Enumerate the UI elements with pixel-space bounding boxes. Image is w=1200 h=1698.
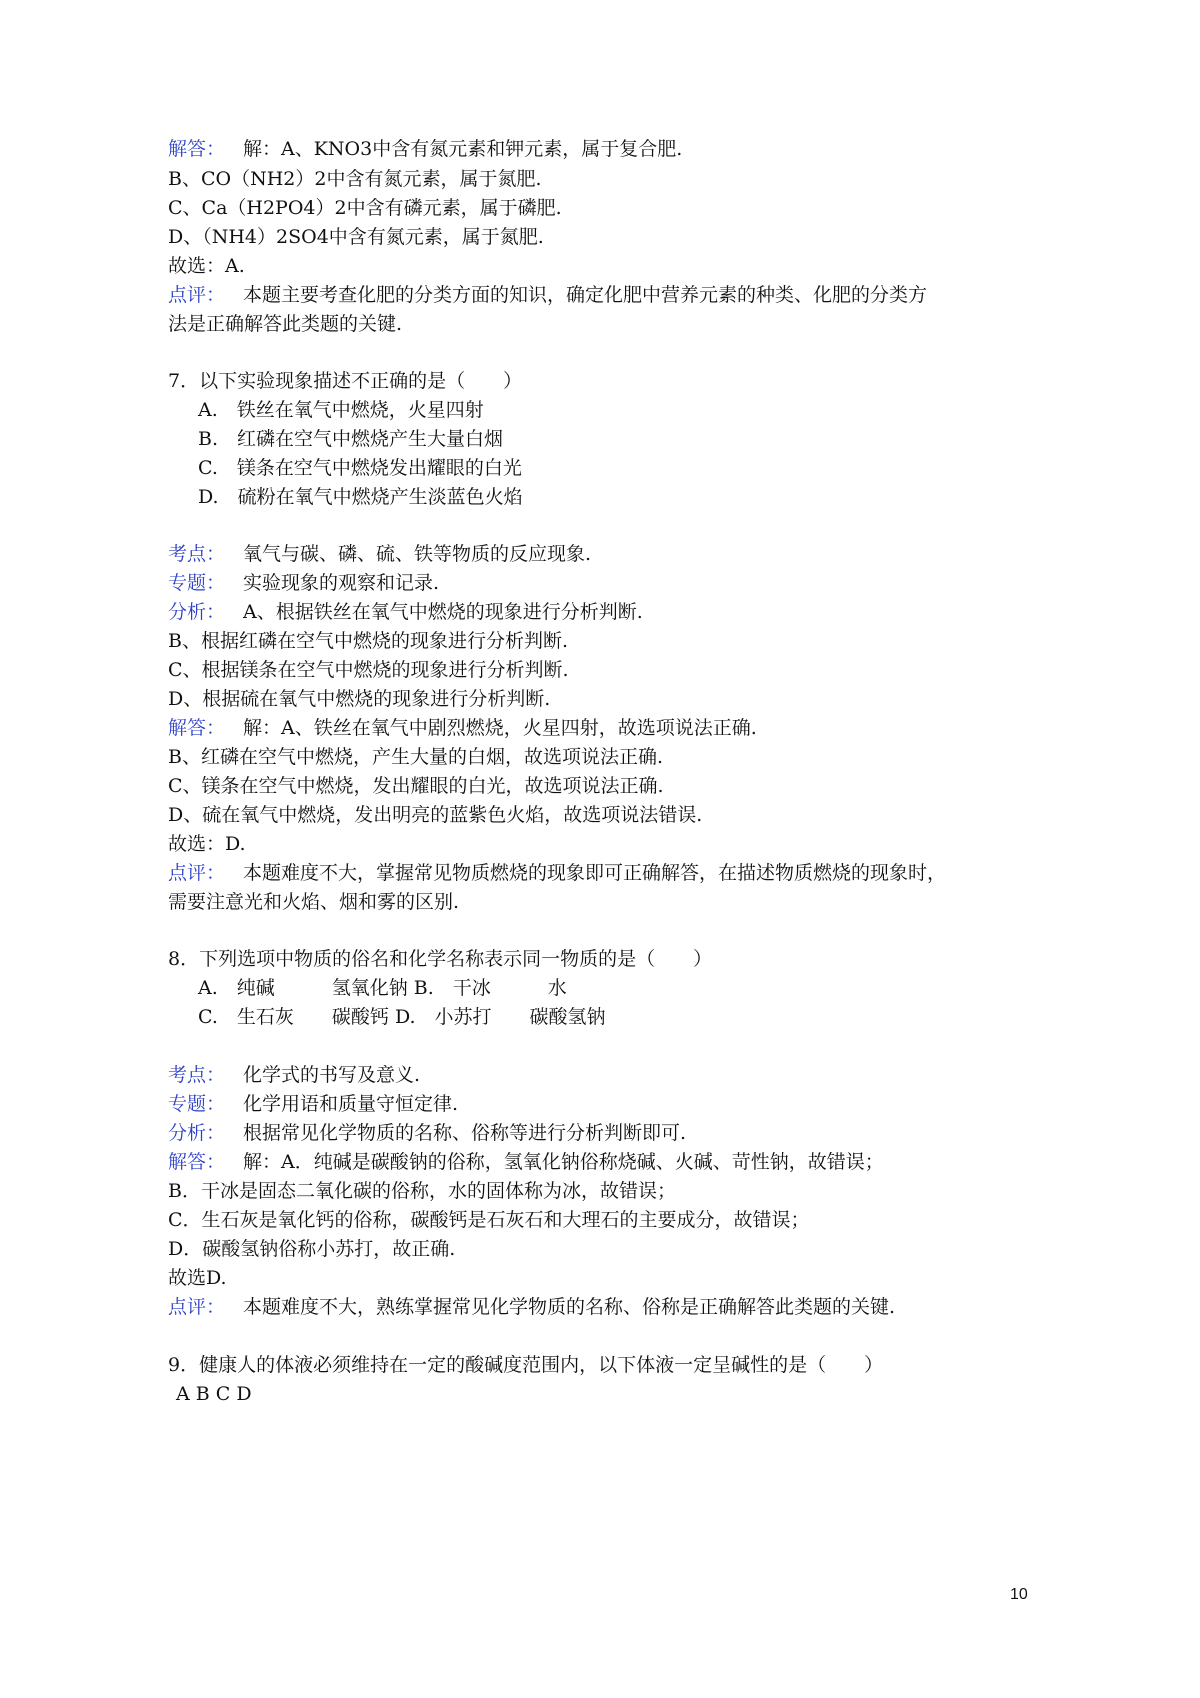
question-option: C. 镁条在空气中燃烧发出耀眼的白光	[198, 457, 522, 479]
fenxi-line: C、根据镁条在空气中燃烧的现象进行分析判断.	[168, 659, 569, 681]
kaodian-label: 考点：	[168, 1064, 226, 1086]
jieda-line: C、镁条在空气中燃烧，发出耀眼的白光，故选项说法正确.	[168, 775, 664, 797]
kaodian-line	[168, 542, 591, 566]
comment-line	[168, 861, 946, 885]
question-option: A. 纯碱 氢氧化钠 B. 干冰 水	[198, 977, 567, 999]
kaodian-line	[168, 1063, 420, 1087]
fenxi-text: 根据常见化学物质的名称、俗称等进行分析判断即可.	[243, 1122, 687, 1144]
answer-line: C、Ca（H2PO4）2中含有磷元素，属于磷肥.	[168, 197, 562, 219]
fenxi-line	[168, 1121, 686, 1145]
question-stem: 8．下列选项中物质的俗名和化学名称表示同一物质的是（ ）	[168, 948, 713, 970]
comment-label: 点评：	[168, 284, 226, 306]
jieda-text: 解：A、铁丝在氧气中剧烈燃烧，火星四射，故选项说法正确.	[243, 717, 757, 739]
comment-line	[168, 1295, 895, 1319]
fenxi-line: D、根据硫在氧气中燃烧的现象进行分析判断.	[168, 688, 551, 710]
jieda-line: B．干冰是固态二氧化碳的俗称，水的固体称为冰，故错误；	[168, 1180, 676, 1202]
choice-line: 故选：A.	[168, 255, 245, 277]
comment-line: 需要注意光和火焰、烟和雾的区别.	[168, 891, 460, 913]
comment-text: 本题难度不大，熟练掌握常见化学物质的名称、俗称是正确解答此类题的关键.	[243, 1296, 896, 1318]
jieda-line	[168, 1150, 884, 1174]
fenxi-text: A、根据铁丝在氧气中燃烧的现象进行分析判断.	[243, 601, 643, 623]
question-option: B. 红磷在空气中燃烧产生大量白烟	[198, 428, 504, 450]
question-option: A B C D	[176, 1383, 252, 1405]
kaodian-text: 化学式的书写及意义.	[243, 1064, 421, 1086]
fenxi-label: 分析：	[168, 1122, 226, 1144]
jieda-line: D、硫在氧气中燃烧，发出明亮的蓝紫色火焰，故选项说法错误.	[168, 804, 703, 826]
page-number: 10	[1010, 1586, 1028, 1603]
jieda-line: B、红磷在空气中燃烧，产生大量的白烟，故选项说法正确.	[168, 746, 664, 768]
comment-line	[168, 283, 927, 307]
jieda-line: C．生石灰是氧化钙的俗称，碳酸钙是石灰石和大理石的主要成分，故错误；	[168, 1209, 810, 1231]
zhuanti-line	[168, 571, 439, 595]
question-stem: 7．以下实验现象描述不正确的是（ ）	[168, 370, 523, 392]
choice-line: 故选：D.	[168, 833, 246, 855]
comment-text: 本题难度不大，掌握常见物质燃烧的现象即可正确解答，在描述物质燃烧的现象时，	[243, 862, 947, 884]
zhuanti-label: 专题：	[168, 572, 226, 594]
comment-text: 本题主要考查化肥的分类方面的知识，确定化肥中营养元素的种类、化肥的分类方	[243, 284, 928, 306]
jieda-line: D．碳酸氢钠俗称小苏打，故正确.	[168, 1238, 456, 1260]
comment-label: 点评：	[168, 862, 226, 884]
question-stem: 9．健康人的体液必须维持在一定的酸碱度范围内，以下体液一定呈碱性的是（ ）	[168, 1354, 884, 1376]
fenxi-label: 分析：	[168, 601, 226, 623]
fenxi-line: B、根据红磷在空气中燃烧的现象进行分析判断.	[168, 630, 569, 652]
comment-label: 点评：	[168, 1296, 226, 1318]
choice-line: 故选D.	[168, 1267, 227, 1289]
comment-line: 法是正确解答此类题的关键.	[168, 313, 403, 335]
fenxi-line	[168, 600, 643, 624]
zhuanti-text: 实验现象的观察和记录.	[243, 572, 440, 594]
zhuanti-line	[168, 1092, 458, 1116]
question-option: C. 生石灰 碳酸钙 D. 小苏打 碳酸氢钠	[198, 1006, 606, 1028]
kaodian-text: 氧气与碳、磷、硫、铁等物质的反应现象.	[243, 543, 592, 565]
jieda-line	[168, 716, 757, 740]
kaodian-label: 考点：	[168, 543, 226, 565]
question-option: D. 硫粉在氧气中燃烧产生淡蓝色火焰	[198, 486, 523, 508]
jieda-label: 解答：	[168, 717, 226, 739]
zhuanti-label: 专题：	[168, 1093, 226, 1115]
jieda-text: 解：A．纯碱是碳酸钠的俗称，氢氧化钠俗称烧碱、火碱、苛性钠，故错误；	[243, 1151, 884, 1173]
answer-label: 解答：	[168, 138, 226, 160]
answer-line: D、（NH4）2SO4中含有氮元素，属于氮肥.	[168, 226, 544, 248]
question-option: A. 铁丝在氧气中燃烧，火星四射	[198, 399, 484, 421]
answer-text: 解：A、KNO3中含有氮元素和钾元素，属于复合肥.	[243, 138, 683, 160]
jieda-label: 解答：	[168, 1151, 226, 1173]
answer-line: B、CO（NH2）2中含有氮元素，属于氮肥.	[168, 168, 542, 190]
answer-line	[168, 137, 682, 161]
zhuanti-text: 化学用语和质量守恒定律.	[243, 1093, 459, 1115]
